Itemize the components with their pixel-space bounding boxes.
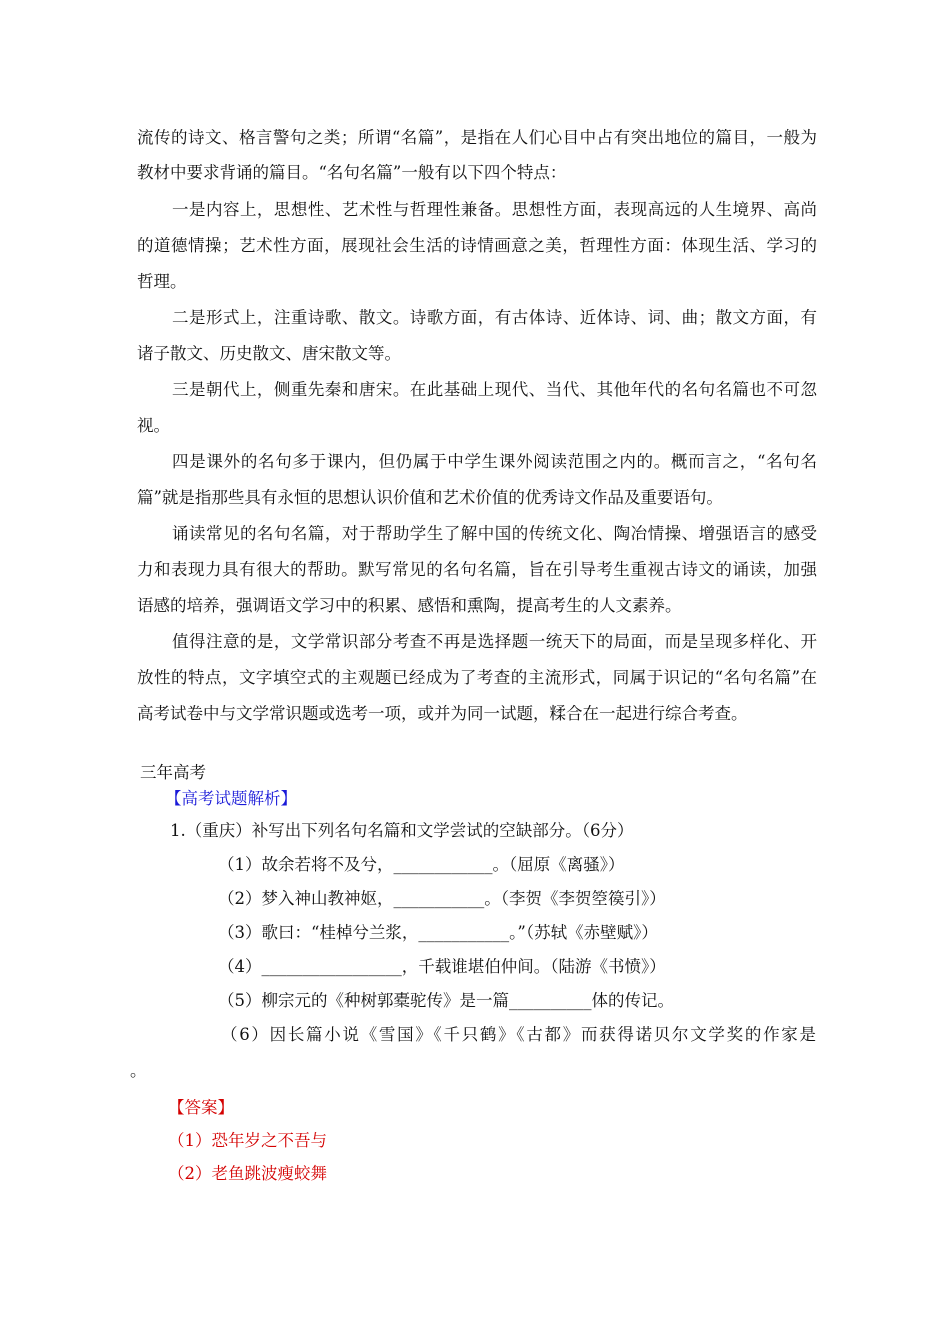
- paragraph-feature-2-line-2: 诸子散文、历史散文、唐宋散文等。: [137, 344, 401, 363]
- answer-item-1: （1）恐年岁之不吾与: [168, 1131, 327, 1150]
- question-item-6-line-2: 。: [130, 1061, 147, 1080]
- paragraph-note-line-1: 值得注意的是，文学常识部分考查不再是选择题一统天下的局面，而是呈现多样化、开: [172, 632, 817, 651]
- paragraph-feature-1-line-3: 哲理。: [137, 272, 187, 291]
- paragraph-feature-4-line-1: 四是课外的名句多于课内，但仍属于中学生课外阅读范围之内的。概而言之，“名句名: [172, 452, 817, 471]
- paragraph-recitation-line-2: 力和表现力具有很大的帮助。默写常见的名句名篇，旨在引导考生重视古诗文的诵读，加强: [137, 560, 817, 579]
- paragraph-recitation-line-3: 语感的培养，强调语文学习中的积累、感悟和熏陶，提高考生的人文素养。: [137, 596, 682, 615]
- question-item-2: （2）梦入神山教神妪，___________。（李贺《李贺箜篌引》）: [218, 889, 666, 908]
- question-item-3: （3）歌曰：“桂棹兮兰浆，___________。”（苏轼《赤壁赋》）: [218, 923, 658, 942]
- answer-item-2: （2）老鱼跳波瘦蛟舞: [168, 1164, 327, 1183]
- paragraph-feature-1-line-1: 一是内容上，思想性、艺术性与哲理性兼备。思想性方面，表现高远的人生境界、高尚: [172, 200, 817, 219]
- question-item-1: （1）故余若将不及兮，____________。（屈原《离骚》）: [218, 855, 625, 874]
- paragraph-feature-3-line-2: 视。: [137, 416, 170, 435]
- paragraph-note-line-3: 高考试卷中与文学常识题或选考一项，或并为同一试题，糅合在一起进行综合考查。: [137, 704, 748, 723]
- paragraph-note-line-2: 放性的特点，文字填空式的主观题已经成为了考查的主流形式，同属于识记的“名句名篇”在: [137, 668, 817, 687]
- question-stem: 1.（重庆）补写出下列名句名篇和文学尝试的空缺部分。（6分）: [170, 821, 634, 840]
- analysis-tag: 【高考试题解析】: [165, 789, 297, 808]
- paragraph-feature-2-line-1: 二是形式上，注重诗歌、散文。诗歌方面，有古体诗、近体诗、词、曲；散文方面，有: [172, 308, 817, 327]
- paragraph-feature-4-line-2: 篇”就是指那些具有永恒的思想认识价值和艺术价值的优秀诗文作品及重要语句。: [137, 488, 723, 507]
- section-title: 三年高考: [140, 763, 206, 782]
- paragraph-intro-line-2: 教材中要求背诵的篇目。“名句名篇”一般有以下四个特点：: [137, 163, 567, 182]
- paragraph-feature-1-line-2: 的道德情操；艺术性方面，展现社会生活的诗情画意之美，哲理性方面：体现生活、学习的: [137, 236, 817, 255]
- answer-label: 【答案】: [168, 1098, 234, 1117]
- paragraph-feature-3-line-1: 三是朝代上，侧重先秦和唐宋。在此基础上现代、当代、其他年代的名句名篇也不可忽: [172, 380, 817, 399]
- question-item-6-line-1: （6）因长篇小说《雪国》《千只鹤》《古都》而获得诺贝尔文学奖的作家是: [221, 1025, 816, 1044]
- question-item-4: （4）_________________，千载谁堪伯仲间。（陆游《书愤》）: [218, 957, 666, 976]
- paragraph-intro-line-1: 流传的诗文、格言警句之类；所谓“名篇”，是指在人们心目中占有突出地位的篇目，一般为: [137, 128, 817, 147]
- paragraph-recitation-line-1: 诵读常见的名句名篇，对于帮助学生了解中国的传统文化、陶冶情操、增强语言的感受: [172, 524, 817, 543]
- question-item-5: （5）柳宗元的《种树郭橐驼传》是一篇__________体的传记。: [218, 991, 674, 1010]
